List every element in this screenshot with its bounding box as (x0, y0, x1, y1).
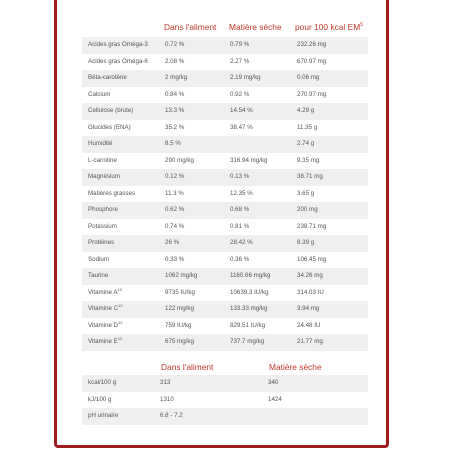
table-row (82, 169, 368, 186)
value-per-100kcal: 8.39 g (297, 239, 315, 246)
value-in-food: 2.08 % (165, 57, 185, 65)
value-per-100kcal: 24.48 IU (297, 321, 321, 329)
col-header-dry-matter: Matière sèche (229, 22, 282, 32)
table-row (82, 318, 368, 335)
table-row (82, 392, 368, 409)
energy-metric-name: pH urinaire (88, 412, 119, 419)
nutrient-name: Magnésium (88, 173, 120, 180)
energy-metric-name: kcal/100 g (88, 379, 117, 386)
nutrient-name: Phosphore (88, 206, 118, 213)
nutrient-name: Calcium (88, 90, 111, 98)
table-row (82, 54, 368, 71)
value-per-100kcal: 11.35 g (297, 123, 318, 131)
nutrient-name: Vitamine $C^{10}$ (88, 303, 123, 312)
nutrient-name: Vitamine $E^{10}$ (88, 336, 123, 345)
col-header-in-food-2: Dans l'aliment (161, 362, 214, 372)
value-in-food: 0.84 % (165, 90, 185, 98)
value-dry-matter: 1160.66 mg/kg (230, 272, 271, 279)
value-dry-matter: 0.68 % (230, 206, 250, 213)
value-per-100kcal: 38.71 mg (297, 173, 323, 180)
table-row (82, 153, 368, 170)
value-in-food: 9735 IU/kg (165, 288, 195, 296)
value-per-100kcal: 670.97 mg (297, 57, 327, 65)
table-row (82, 70, 368, 87)
value-per-100kcal: 21.77 mg (297, 338, 323, 345)
value-dry-matter: 0.13 % (230, 173, 250, 180)
value-dry-matter: 829.51 IU/kg (230, 321, 266, 329)
nutrient-name: Glucides (ENA) (88, 123, 131, 131)
nutrient-name: Cellulose (brute) (88, 107, 134, 114)
col-header-dry-matter-2: Matière sèche (269, 362, 322, 372)
table-row (82, 285, 368, 302)
value-dry-matter: 316.94 mg/kg (230, 156, 268, 164)
value-dry-matter: 10639.3 IU/kg (230, 288, 269, 296)
value-per-100kcal: 2.74 g (297, 140, 315, 147)
nutrient-name: Taurine (88, 272, 109, 279)
value-per-100kcal: 270.97 mg (297, 90, 327, 98)
nutrient-name: Vitamine $A^{10}$ (88, 286, 122, 296)
value-dry-matter: 2.19 mg/kg (230, 74, 261, 81)
value-dry-matter: 38.47 % (230, 123, 253, 131)
value-in-food: 290 mg/kg (165, 156, 194, 164)
energy-metric-name: kJ/100 g (88, 395, 112, 403)
table-row (82, 301, 368, 318)
value-dry-matter: 14.54 % (230, 107, 253, 114)
nutrient-name: Sodium (88, 255, 109, 263)
table-row (82, 235, 368, 252)
table-row (82, 408, 368, 425)
nutrient-name: Bêta-carotène (88, 74, 127, 81)
table-row (82, 37, 368, 54)
value-in-food: 1310 (160, 395, 174, 403)
table-row (82, 103, 368, 120)
value-per-100kcal: 9.35 mg (297, 156, 320, 164)
value-per-100kcal: 34.26 mg (297, 272, 323, 279)
value-per-100kcal: 0.06 mg (297, 74, 320, 81)
value-in-food: 35.2 % (165, 123, 185, 131)
nutrient-name: Humidité (88, 140, 113, 147)
nutrient-name: Acides gras Oméga-6 (88, 57, 148, 65)
value-in-food: 675 mg/kg (165, 338, 194, 345)
col-header-per-100kcal: pour 100 kcal $EM^5$ (295, 22, 363, 32)
value-in-food: 0.33 % (165, 255, 185, 263)
value-in-food: 0.12 % (165, 173, 185, 180)
value-dry-matter: 737.7 mg/kg (230, 338, 265, 345)
value-in-food: 13.3 % (165, 107, 185, 114)
value-in-food: 0.62 % (165, 206, 185, 213)
value-dry-matter: 0.36 % (230, 255, 250, 263)
value-in-food: 6.8 - 7.2 (160, 412, 183, 419)
nutrient-name: L-carnitine (88, 156, 117, 164)
nutrient-name: Potassium (88, 222, 117, 230)
nutrition-panel (54, 0, 389, 448)
value-per-100kcal: 238.71 mg (297, 222, 327, 230)
nutrient-table-header (57, 22, 386, 38)
table-row (82, 87, 368, 104)
value-in-food: 11.3 % (165, 189, 184, 197)
value-in-food: 122 mg/kg (165, 305, 194, 312)
value-per-100kcal: 106.45 mg (297, 255, 327, 263)
table-row (82, 219, 368, 236)
table-row (82, 136, 368, 153)
value-per-100kcal: 314.03 IU (297, 288, 324, 296)
value-in-food: 8.5 % (165, 140, 181, 147)
nutrient-name: Protéines (88, 239, 115, 246)
value-dry-matter: 12.35 % (230, 189, 253, 197)
value-dry-matter: 340 (268, 379, 279, 386)
col-header-in-food: Dans l'aliment (164, 22, 217, 32)
table-row (82, 268, 368, 285)
value-per-100kcal: 4.29 g (297, 107, 315, 114)
table-row (82, 334, 368, 351)
value-dry-matter: 1424 (268, 395, 282, 403)
nutrient-table (82, 37, 368, 351)
value-in-food: 0.72 % (165, 41, 185, 48)
nutrient-name: Vitamine $D^{10}$ (88, 319, 123, 329)
value-per-100kcal: 200 mg (297, 206, 318, 213)
nutrient-name: Matières grasses (88, 189, 136, 197)
value-dry-matter: 2.27 % (230, 57, 250, 65)
value-dry-matter: 0.81 % (230, 222, 250, 230)
value-per-100kcal: 3.94 mg (297, 305, 320, 312)
value-dry-matter: 28.42 % (230, 239, 253, 246)
value-dry-matter: 133.33 mg/kg (230, 305, 268, 312)
table-row (82, 252, 368, 269)
value-dry-matter: 0.92 % (230, 90, 250, 98)
value-in-food: 0.74 % (165, 222, 185, 230)
table-row (82, 186, 368, 203)
value-per-100kcal: 3.65 g (297, 189, 315, 197)
value-in-food: 2 mg/kg (165, 74, 188, 81)
value-in-food: 759 IU/kg (165, 321, 192, 329)
table-row (82, 120, 368, 137)
value-in-food: 1062 mg/kg (165, 272, 198, 279)
energy-table (82, 375, 368, 425)
value-in-food: 26 % (165, 239, 180, 246)
table-row (82, 375, 368, 392)
value-dry-matter: 0.79 % (230, 41, 250, 48)
table-row (82, 202, 368, 219)
value-in-food: 313 (160, 379, 171, 386)
nutrient-name: Acides gras Oméga-3 (88, 41, 148, 48)
value-per-100kcal: 232.26 mg (297, 41, 327, 48)
